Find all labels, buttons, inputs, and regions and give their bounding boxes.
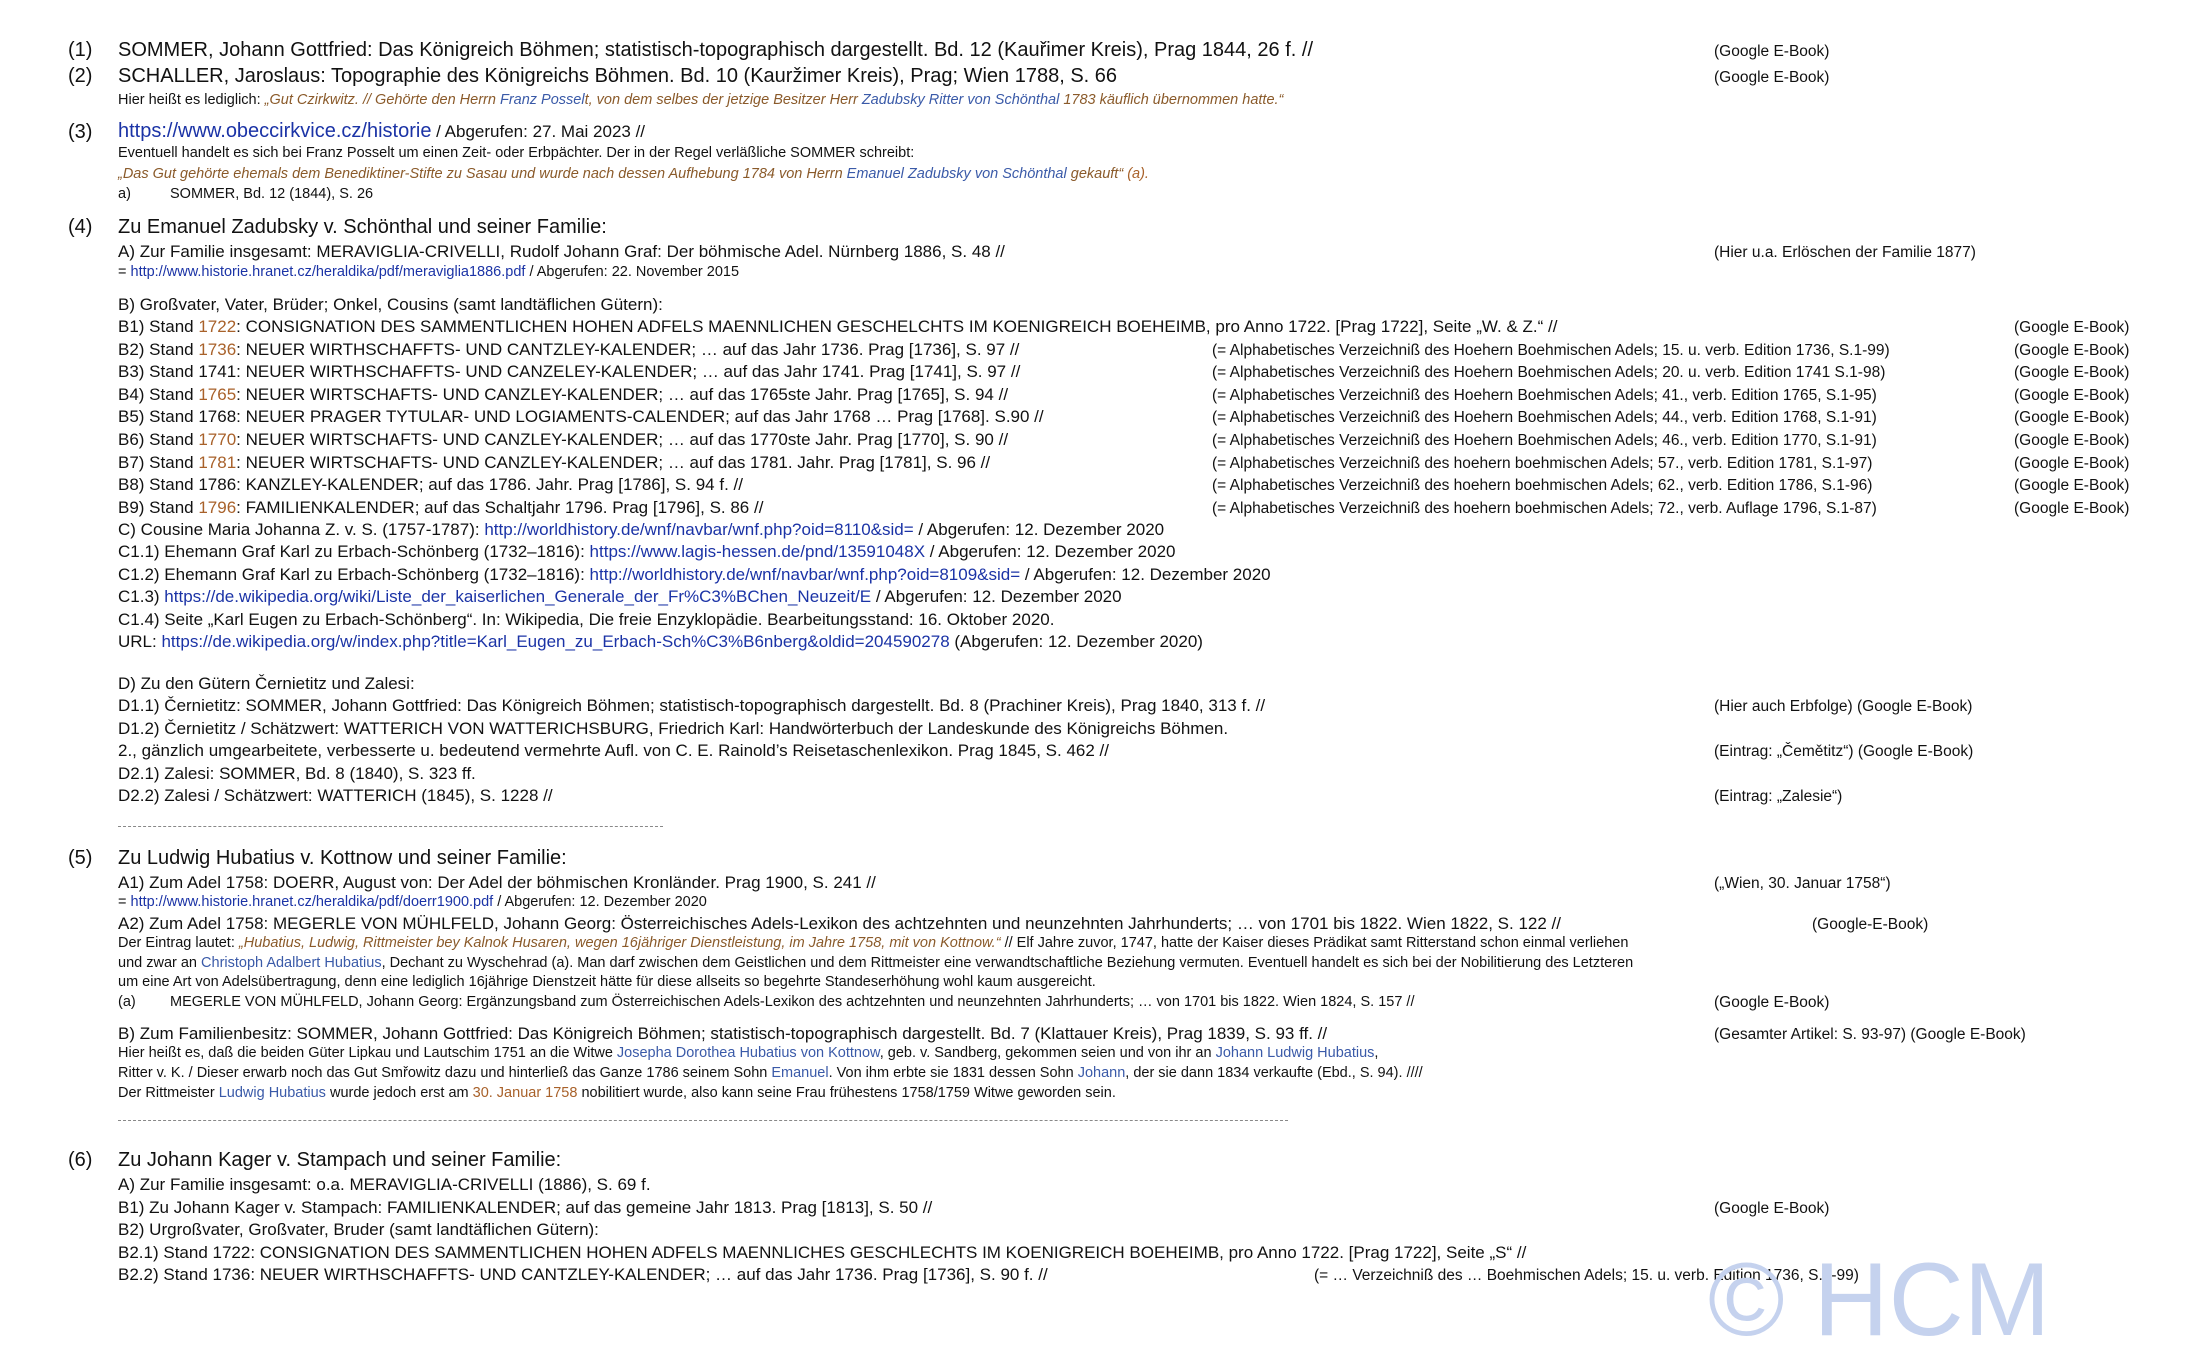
note-number-2: (2) [68, 65, 93, 87]
note-4-heading: Zu Emanuel Zadubsky v. Schönthal und seiner Familie: [118, 216, 607, 238]
note-6-row: B1) Zu Johann Kager v. Stampach: FAMILIENKALENDER; auf das gemeine Jahr 1813. Prag [1813], S. 50 // [118, 1197, 933, 1217]
b-row [118, 318, 1557, 335]
person-franz-possel: Franz Possel [499, 92, 585, 108]
b-row-year: 1722 [198, 317, 237, 336]
note-5-footnote-label: (a) [118, 994, 136, 1010]
b-row-source-label: (Google E-Book) [2014, 319, 2130, 336]
text-part: Ritter v. K. / Dieser erwarb noch das Gut Smřowitz dazu und hinterließ das Ganze 1786 seinem Sohn [118, 1065, 772, 1081]
b-row-year: 1741 [198, 362, 237, 382]
note-2-lead: Hier heißt es lediglich: [118, 92, 265, 108]
text-part: , der sie dann 1834 verkaufte (Ebd., S. 94). //// [1125, 1065, 1423, 1081]
b-row-source-label: (Google E-Book) [2014, 477, 2130, 495]
text-part: // Elf Jahre zuvor, 1747, hatte der Kaiser dieses Prädikat samt Ritterstand schon einmal verliehen [1000, 935, 1629, 951]
b-row-prefix: B3) Stand [118, 362, 199, 382]
c-row [118, 633, 1203, 650]
d-row-remark: (Hier auch Erbfolge) (Google E-Book) [1714, 698, 1973, 715]
note-2-source-label: (Google E-Book) [1714, 69, 1830, 86]
b-row-citation: : NEUER WIRTHSCHAFFTS- UND CANTZLEY-KALENDER; … auf das Jahr 1736. Prag [1736], S. 97 // [236, 339, 1020, 359]
retrieved-date: / Abgerufen: 22. November 2015 [525, 264, 740, 280]
b-row [118, 476, 743, 493]
c-row [118, 521, 1164, 538]
note-3-footnote-text: SOMMER, Bd. 12 (1844), S. 26 [170, 186, 374, 202]
note-5-paragraph-line-1 [118, 936, 1628, 951]
b-row-index-note: (= Alphabetisches Verzeichniß des hoehern boehmischen Adels; 62., verb. Edition 1786, S.1-96) [1212, 477, 1873, 495]
note-5-b-citation: B) Zum Familienbesitz: SOMMER, Johann Gottfried: Das Königreich Böhmen; statistisch-topographisch dargestellt. Bd. 7 (Klattauer Kreis), Prag 1839, S. 93 ff. // [118, 1024, 1328, 1043]
note-3-text: Eventuell handelt es sich bei Franz Posselt um einen Zeit- oder Erbpächter. Der in der Regel verläßliche SOMMER schreibt: [118, 145, 915, 161]
person-ludwig-hubatius: Ludwig Hubatius [218, 1085, 326, 1101]
note-3-quote-line [118, 167, 1149, 182]
note-5-b-text-line-3 [118, 1086, 1116, 1101]
note-6-heading: Zu Johann Kager v. Stampach und seiner Familie: [118, 1149, 562, 1171]
b-row-year: 1796 [198, 497, 237, 517]
section-divider [118, 826, 663, 827]
retrieved-date: / Abgerufen: 12. Dezember 2020 [493, 894, 707, 910]
meraviglia-pdf-link[interactable]: http://www.historie.hranet.cz/heraldika/pdf/meraviglia1886.pdf [130, 264, 526, 280]
date-highlight: 30. Januar 1758 [472, 1085, 578, 1101]
b-row-year: 1765 [198, 384, 237, 404]
note-5-footnote-remark: (Google E-Book) [1714, 994, 1830, 1011]
d-row-citation: D2.2) Zalesi / Schätzwert: WATTERICH (1845), S. 1228 // [118, 786, 553, 806]
b-row-source-label: (Google E-Book) [2014, 409, 2130, 427]
note-6-row: B2.2) Stand 1736: NEUER WIRTHSCHAFFTS- UND CANTZLEY-KALENDER; … auf das Jahr 1736. Prag [1736], S. 90 f. // [118, 1265, 1048, 1285]
url-prefix: = [118, 894, 131, 910]
note-5-a1-remark: („Wien, 30. Januar 1758“) [1714, 875, 1891, 892]
footnote-ref-a: (a). [1127, 166, 1149, 182]
note-5-heading: Zu Ludwig Hubatius v. Kottnow und seiner Familie: [118, 847, 567, 869]
b-row-source-label: (Google E-Book) [2014, 364, 2130, 382]
note-3-footnote-label: a) [118, 186, 131, 202]
b-row-index-note: (= Alphabetisches Verzeichniß des hoehern boehmischen Adels; 57., verb. Edition 1781, S.1-97) [1212, 454, 1873, 472]
b-row-prefix: B9) Stand [118, 497, 199, 517]
note-6-row-remark: (Google E-Book) [1714, 1199, 1830, 1217]
text-part: , [1374, 1045, 1379, 1061]
text-part: , geb. v. Sandberg, gekommen seien und von ihr an [879, 1045, 1216, 1061]
quote-part: „Das Gut gehörte ehemals dem Benediktiner-Stifte zu Sasau und wurde nach dessen Aufhebung 1784 von Herrn [118, 166, 847, 182]
c-row-retrieved: / Abgerufen: 12. Dezember 2020 [871, 587, 1122, 607]
quote-part: „Gut Czirkwitz. // Gehörte den Herrn [264, 92, 500, 108]
note-5-b-text-line-1 [118, 1046, 1378, 1061]
note-6-row: B2.1) Stand 1722: CONSIGNATION DES SAMMENTLICHEN HOHEN ADFELS MAENNLICHES GESCHLECHTS IM KOENIGREICH BOEHEIMB, pro Anno 1722. [Prag 1722], Seite „S“ // [118, 1242, 1527, 1262]
b-row-source-label: (Google E-Book) [2014, 432, 2130, 449]
b-row-year: 1786 [198, 475, 237, 495]
c-row-text: C1.3) [118, 587, 165, 607]
b-row-citation: : NEUER WIRTHSCHAFFTS- UND CANZELEY-KALENDER; … auf das Jahr 1741. Prag [1741], S. 97 // [236, 362, 1021, 382]
c-row [118, 543, 1176, 560]
b-row-index-note: (= Alphabetisches Verzeichniß des Hoehern Boehmischen Adels; 20. u. verb. Edition 1741 S.1-98) [1212, 364, 1886, 382]
b-row-year: 1768 [198, 407, 237, 427]
c-row-text: C1.1) Ehemann Graf Karl zu Erbach-Schönberg (1732–1816): [118, 542, 590, 562]
person-josepha-hubatius: Josepha Dorothea Hubatius von Kottnow [616, 1045, 880, 1061]
c-row-retrieved: / Abgerufen: 12. Dezember 2020 [1020, 564, 1271, 584]
text-part: , Dechant zu Wyschehrad (a). Man darf zwischen dem Geistlichen und dem Rittmeister eine verwandtschaftliche Beziehung vermuten. Eventuell handelt es sich bei der Nobilitierung des Letzteren [381, 955, 1634, 971]
b-row-citation: : CONSIGNATION DES SAMMENTLICHEN HOHEN ADFELS MAENNLICHEN GESCHELCHTS IM KOENIGREICH BOEHEIMB, pro Anno 1722. [Prag 1722], Seite „W. & Z.“ // [236, 317, 1558, 336]
note-5-paragraph-line-3: um eine Art von Adelsübertragung, denn eine lediglich 16jährige Dienstzeit hätte für diese allseits so begehrte Standeserhöhung wohl kaum ausgereicht. [118, 974, 1096, 990]
b-row [118, 408, 1044, 425]
note-number-5: (5) [68, 847, 93, 869]
note-5-b-text-line-2 [118, 1066, 1423, 1081]
person-zadubsky: Zadubsky Ritter von Schönthal [861, 92, 1060, 108]
b-row-citation: : NEUER PRAGER TYTULAR- UND LOGIAMENTS-CALENDER; auf das Jahr 1768 … Prag [1768]. S.90 // [236, 407, 1044, 427]
quoted-entry: „Hubatius, Ludwig, Rittmeister bey Kalnok Husaren, wegen 16jähriger Dienstleistung, im Jahre 1758, mit von Kottnow.“ [238, 935, 1001, 951]
note-6-row: A) Zur Familie insgesamt: o.a. MERAVIGLIA-CRIVELLI (1886), S. 69 f. [118, 1175, 651, 1194]
b-row [118, 431, 1008, 448]
b-row-prefix: B2) Stand [118, 339, 199, 359]
text-part: . Von ihm erbte sie 1831 dessen Sohn [828, 1065, 1078, 1081]
b-row [118, 454, 990, 471]
note-2-citation: SCHALLER, Jaroslaus: Topographie des Königreichs Böhmen. Bd. 10 (Kauržimer Kreis), Prag; Wien 1788, S. 66 [118, 65, 1118, 87]
note-1-citation: SOMMER, Johann Gottfried: Das Königreich Böhmen; statistisch-topographisch dargestellt. Bd. 12 (Kauřimer Kreis), Prag 1844, 26 f. // [118, 39, 1313, 61]
person-johann: Johann [1077, 1065, 1126, 1081]
note-5-a1-citation: A1) Zum Adel 1758: DOERR, August von: Der Adel der böhmischen Kronländer. Prag 1900, S. 241 // [118, 873, 876, 892]
url-prefix: = [118, 264, 131, 280]
b-row-index-note: (= Alphabetisches Verzeichniß des hoehern boehmischen Adels; 72., verb. Auflage 1796, S.1-87) [1212, 499, 1877, 517]
obeccirkvice-link[interactable]: https://www.obeccirkvice.cz/historie [118, 120, 432, 142]
d-row-remark: (Eintrag: „Čemětitz“) (Google E-Book) [1714, 743, 1974, 761]
c-row-text: C1.2) Ehemann Graf Karl zu Erbach-Schönberg (1732–1816): [118, 564, 590, 584]
c-row-text: URL: [118, 632, 162, 651]
b-row [118, 386, 1008, 403]
b-row-prefix: B6) Stand [118, 430, 199, 449]
c-row-text: C1.4) Seite „Karl Eugen zu Erbach-Schönberg“. In: Wikipedia, Die freie Enzyklopädie. Bearbeitungsstand: 16. Oktober 2020. [118, 609, 1055, 629]
section-divider [118, 1120, 1288, 1121]
text-part: nobilitiert wurde, also kann seine Frau frühestens 1758/1759 Witwe geworden sein. [577, 1085, 1116, 1101]
note-6-row-remark: (= … Verzeichniß des … Boehmischen Adels; 15. u. verb. Edition 1736, S.1-99) [1314, 1267, 1859, 1285]
d-row-remark: (Eintrag: „Zalesie“) [1714, 788, 1843, 806]
b-row-year: 1770 [198, 430, 237, 449]
c-row-retrieved: / Abgerufen: 12. Dezember 2020 [925, 542, 1176, 562]
person-johann-ludwig-hubatius: Johann Ludwig Hubatius [1215, 1045, 1375, 1061]
b-row-prefix: B4) Stand [118, 384, 199, 404]
c-row-retrieved: (Abgerufen: 12. Dezember 2020) [949, 632, 1203, 651]
b-row-index-note: (= Alphabetisches Verzeichniß des Hoehern Boehmischen Adels; 41., verb. Edition 1765, S.1-95) [1212, 386, 1877, 404]
b-row-source-label: (Google E-Book) [2014, 454, 2130, 472]
text-part: Der Eintrag lautet: [118, 935, 239, 951]
note-4-b-heading: B) Großvater, Vater, Brüder; Onkel, Cousins (samt landtäflichen Gütern): [118, 295, 663, 314]
b-row-prefix: B7) Stand [118, 452, 199, 472]
note-number-3: (3) [68, 121, 93, 143]
note-5-footnote-text: MEGERLE VON MÜHLFELD, Johann Georg: Ergänzungsband zum Österreichischen Adels-Lexikon des achtzehnten und neunzehnten Jahrhunderts; … von 1701 bis 1822. Wien 1824, S. 157 // [170, 994, 1415, 1010]
person-emanuel: Emanuel [771, 1065, 829, 1081]
note-3-url-line [118, 121, 645, 141]
b-row-citation: : FAMILIENKALENDER; auf das Schaltjahr 1796. Prag [1796], S. 86 // [236, 497, 764, 517]
b-row-year: 1736 [198, 339, 237, 359]
b-row-citation: : NEUER WIRTSCHAFTS- UND CANZLEY-KALENDER; … auf das 1770ste Jahr. Prag [1770], S. 90 // [236, 430, 1009, 449]
b-row-source-label: (Google E-Book) [2014, 341, 2130, 359]
c-row [118, 588, 1122, 605]
quote-part: t, von dem selbes der jetzige Besitzer Herr [584, 92, 862, 108]
note-number-1: (1) [68, 39, 93, 61]
note-6-row: B2) Urgroßvater, Großvater, Bruder (samt landtäflichen Gütern): [118, 1220, 599, 1240]
b-row-prefix: B8) Stand [118, 475, 199, 495]
c-row-link[interactable]: https://www.lagis-hessen.de/pnd/13591048X [589, 542, 926, 562]
b-row-index-note: (= Alphabetisches Verzeichniß des Hoehern Boehmischen Adels; 44., verb. Edition 1768, S.1-91) [1212, 409, 1877, 427]
doerr-pdf-link[interactable]: http://www.historie.hranet.cz/heraldika/pdf/doerr1900.pdf [130, 894, 494, 910]
c-row-text: C) Cousine Maria Johanna Z. v. S. (1757-1787): [118, 520, 485, 539]
text-part: und zwar an [118, 955, 202, 971]
note-number-4: (4) [68, 216, 93, 238]
note-4-a-url-line [118, 265, 739, 280]
person-emanuel-zadubsky: Emanuel Zadubsky von Schönthal [846, 166, 1067, 182]
quote-part: 1783 käuflich übernommen hatte.“ [1059, 92, 1284, 108]
note-2-quote [265, 92, 1284, 108]
text-part: Hier heißt es, daß die beiden Güter Lipkau und Lautschim 1751 an die Witwe [118, 1045, 617, 1061]
person-christoph-hubatius: Christoph Adalbert Hubatius [201, 955, 382, 971]
b-row [118, 363, 1020, 380]
text-part: wurde jedoch erst am [325, 1085, 473, 1101]
b-row-citation: : NEUER WIRTSCHAFTS- UND CANZLEY-KALENDER; … auf das 1765ste Jahr. Prag [1765], S. 94 // [236, 384, 1009, 404]
note-5-a2-citation: A2) Zum Adel 1758: MEGERLE VON MÜHLFELD, Johann Georg: Österreichisches Adels-Lexikon des achtzehnten und neunzehnten Jahrhunderts; … von 1701 bis 1822. Wien 1822, S. 122 // [118, 914, 1561, 933]
b-row-prefix: B1) Stand [118, 317, 199, 336]
note-4-a-citation: A) Zur Familie insgesamt: MERAVIGLIA-CRIVELLI, Rudolf Johann Graf: Der böhmische Adel. Nürnberg 1886, S. 48 // [118, 242, 1005, 261]
note-5-a2-remark: (Google-E-Book) [1812, 916, 1929, 933]
note-5-b-remark: (Gesamter Artikel: S. 93-97) (Google E-Book) [1714, 1026, 2026, 1043]
note-1-source-label: (Google E-Book) [1714, 43, 1830, 60]
text-part: Der Rittmeister [118, 1085, 219, 1101]
c-row [118, 566, 1271, 583]
note-5-paragraph-line-2 [118, 956, 1633, 971]
b-row [118, 341, 1019, 358]
b-row-index-note: (= Alphabetisches Verzeichniß des Hoehern Boehmischen Adels; 15. u. verb. Edition 1736, S.1-99) [1212, 341, 1890, 359]
c-row-link[interactable]: http://worldhistory.de/wnf/navbar/wnf.php?oid=8109&sid= [589, 564, 1021, 584]
b-row-source-label: (Google E-Book) [2014, 499, 2130, 517]
c-row-retrieved: / Abgerufen: 12. Dezember 2020 [913, 520, 1165, 539]
c-row-link[interactable]: http://worldhistory.de/wnf/navbar/wnf.php?oid=8110&sid= [484, 520, 914, 539]
c-row [118, 611, 1054, 628]
d-row-citation: 2., gänzlich umgearbeitete, verbesserte u. bedeutend vermehrte Aufl. von C. E. Rainold’s Reisetaschenlexikon. Prag 1845, S. 462 // [118, 741, 1109, 761]
note-4-d-heading: D) Zu den Gütern Černietitz und Zalesi: [118, 674, 415, 693]
b-row-citation: : NEUER WIRTSCHAFTS- UND CANZLEY-KALENDER; … auf das 1781. Jahr. Prag [1781], S. 96 // [236, 452, 991, 472]
b-row-prefix: B5) Stand [118, 407, 199, 427]
note-3-retrieved: / Abgerufen: 27. Mai 2023 // [431, 122, 646, 141]
c-row-link[interactable]: https://de.wikipedia.org/w/index.php?title=Karl_Eugen_zu_Erbach-Sch%C3%B6nberg&oldid=204590278 [161, 632, 950, 651]
quote-part: gekauft“ [1066, 166, 1128, 182]
note-4-a-remark: (Hier u.a. Erlöschen der Familie 1877) [1714, 244, 1976, 261]
d-row-citation: D1.2) Černietitz / Schätzwert: WATTERICH VON WATTERICHSBURG, Friedrich Karl: Handwörterbuch der Landeskunde des Königreichs Böhmen. [118, 718, 1229, 738]
d-row-citation: D2.1) Zalesi: SOMMER, Bd. 8 (1840), S. 323 ff. [118, 763, 476, 783]
b-row-citation: : KANZLEY-KALENDER; auf das 1786. Jahr. Prag [1786], S. 94 f. // [236, 475, 743, 495]
note-number-6: (6) [68, 1149, 93, 1171]
c-row-link[interactable]: https://de.wikipedia.org/wiki/Liste_der_kaiserlichen_Generale_der_Fr%C3%BChen_Neuzeit/E [164, 587, 872, 607]
copyright-watermark: © HCM [1708, 1242, 2051, 1358]
note-2-quote-line [118, 93, 1283, 108]
b-row-year: 1781 [198, 452, 237, 472]
d-row-citation: D1.1) Černietitz: SOMMER, Johann Gottfried: Das Königreich Böhmen; statistisch-topographisch dargestellt. Bd. 8 (Prachiner Kreis), Prag 1840, 313 f. // [118, 696, 1266, 715]
b-row-source-label: (Google E-Book) [2014, 386, 2130, 404]
b-row-index-note: (= Alphabetisches Verzeichniß des Hoehern Boehmischen Adels; 46., verb. Edition 1770, S.1-91) [1212, 432, 1877, 449]
b-row [118, 499, 763, 516]
note-5-a1-url-line [118, 895, 707, 910]
